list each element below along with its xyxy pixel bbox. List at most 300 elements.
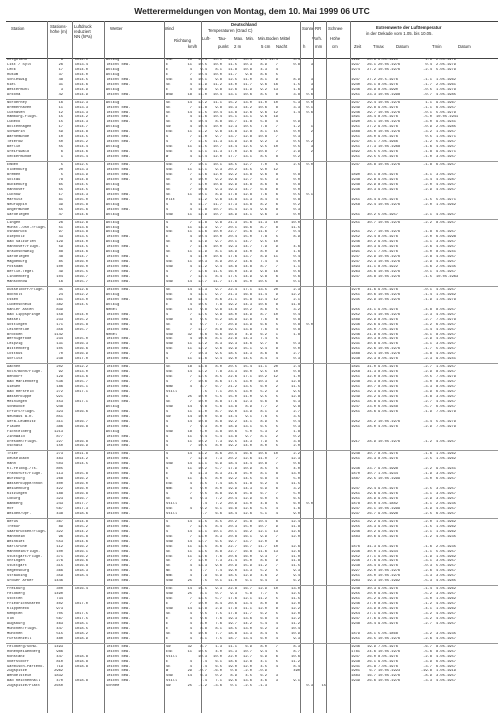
record-year: 1951 [351,292,360,297]
wind-direction: SSE [166,597,173,602]
station-height: 37 [58,72,63,77]
dew-point: 10.4 [213,115,222,120]
pressure: 1017.7 [74,501,88,506]
night-mean: 2 [275,429,278,434]
ground-min: 8.0 [260,250,267,255]
station-name: Leck [7,67,16,72]
sunshine: 11.5 [291,564,300,569]
record-tmax-date: 9.05.1976 [378,287,398,292]
station-height: 322 [56,529,63,534]
record-tmax: 29.6 [367,322,376,327]
record-tmax: 31.3 [367,544,376,549]
record-tmin-date: 2.05.1935 [436,265,456,270]
header-extremes: Extremwerte der Lufttemperatur [376,25,442,30]
sunshine: 0.8 [293,370,300,375]
record-tmax: 29.4 [367,100,376,105]
record-tmax: 23.0 [367,404,376,409]
record-tmax-date: 9.05.1976 [378,240,398,245]
station-height: 734 [56,597,63,602]
dew-point: 6.1 [215,659,222,664]
wind-direction: SE [166,549,171,554]
record-tmax-date: 10.05.1999 [378,477,401,482]
wind-direction: S [166,409,169,414]
ground-min: 8.5 [260,92,267,97]
dew-point: 9.7 [215,135,222,140]
station-height: 2650 [54,684,63,689]
weather: leicht bew. [106,260,131,265]
air-temp: 12.2 [198,100,207,105]
record-tmin: -3.1 [423,492,432,497]
record-tmax-date: 9.05.1976 [378,245,398,250]
precipitation: 3 [310,145,313,150]
ground-min: 10.5 [258,279,267,284]
pressure: 1015.7 [74,279,88,284]
night-mean: 5 [275,72,278,77]
sunshine: 12.5 [291,592,300,597]
air-temp: 13.5 [198,544,207,549]
wind-speed: 4 [189,155,192,160]
wind-direction: SSW [166,317,173,322]
wind-direction: S [166,394,169,399]
record-tmax: 20.0 [367,592,376,597]
station-height: 243 [56,501,63,506]
record-tmax-date: 10.05.1976 [378,120,401,125]
min-temp: 10.2 [243,307,252,312]
wind-direction: ESE [166,554,173,559]
station-name: Kiel [7,82,16,87]
record-year: 1940 [351,82,360,87]
record-year: 1927 [351,569,360,574]
record-tmin-date: 3.05.1957 [436,472,456,477]
max-temp: 21.3 [228,220,237,225]
station-height: 8 [60,58,63,62]
wind-speed: 11 [187,477,192,482]
sunshine: 12.2 [291,616,300,621]
record-year: 1951 [351,636,360,641]
night-mean: 7 [275,554,278,559]
station-name: Ueckermünde [7,155,32,160]
record-year: 1946 [351,602,360,607]
wind-speed: 14 [187,607,192,612]
ground-min: 6.2 [260,332,267,337]
max-temp: 14.0 [228,82,237,87]
night-mean: 10 [273,587,278,592]
dew-point: 10.0 [213,62,222,67]
pressure: 1012.0 [74,58,88,62]
ground-min: 13.5 [258,287,267,292]
sunshine: 10.9 [291,631,300,636]
wind-direction: ESE [166,649,173,654]
dew-point: 8.8 [215,549,222,554]
dew-point: 8.5 [215,375,222,380]
pressure: 1016.7 [74,419,88,424]
pressure: 1017.1 [74,390,88,394]
weather: leicht bew. [106,597,131,602]
weather: leicht bew. [106,534,131,539]
station-name: Wasserkuppe/Rhön [7,482,43,487]
wind-speed: 4 [189,472,192,477]
pressure: 1014.8 [74,519,88,524]
night-mean: 7 [275,534,278,539]
min-temp: -2.0 [243,669,252,674]
record-tmax-date: 10.05.1976 [378,163,401,168]
night-mean: 8 [275,472,278,477]
sunshine: 0.6 [293,462,300,467]
record-tmax: 31.6 [367,287,376,292]
sunshine: 8.9 [293,77,300,82]
night-mean: 6 [275,399,278,404]
wind-speed: 4 [189,574,192,579]
wind-speed: 14 [187,287,192,292]
night-mean: 8 [275,225,278,230]
night-mean: 8 [275,187,278,192]
record-year: 1951 [351,492,360,497]
air-temp: 11.5 [198,110,207,115]
weather: leicht bew. [106,621,131,626]
station-height: 20 [58,168,63,173]
record-tmin: -2.0 [423,202,432,207]
air-temp: 11.6 [198,357,207,362]
station-height: 42 [58,92,63,97]
record-year: 1946 [351,110,360,115]
wind-direction: NNE [166,487,173,492]
record-year: 1955 [351,307,360,312]
weather: leicht bew. [106,150,131,155]
record-tmin: -3.7 [423,664,432,669]
dew-point: 2.9 [215,607,222,612]
record-tmin: -2.6 [423,245,432,250]
record-year: 1892 [351,150,360,155]
wind-direction: S [166,275,169,280]
record-tmax: 26.1 [367,82,376,87]
max-temp: 19.3 [228,245,237,250]
night-mean: 3 [275,409,278,414]
air-temp: 7.4 [200,664,207,669]
station-name: Schwerin [7,130,25,135]
ground-min: 9.0 [260,168,267,173]
record-tmax: 29.0 [367,569,376,574]
air-temp: 11.8 [198,105,207,110]
table-header [6,21,498,59]
ground-min: 10.3 [258,380,267,385]
station-height: 323 [56,497,63,502]
record-tmin-date: 2.05.1961 [436,82,456,87]
ground-min: 7.7 [260,592,267,597]
night-mean: 6 [275,317,278,322]
max-temp: 19.3 [228,187,237,192]
record-tmin: -1.6 [423,452,432,457]
record-year: 1954 [351,611,360,616]
record-tmax: 32.0 [367,375,376,380]
air-temp: 10.5 [198,302,207,307]
wind-speed: 4 [189,636,192,641]
min-temp: 12.4 [243,207,252,212]
station-name: Bocholt [7,292,23,297]
sunshine: 0.0 [293,177,300,182]
dew-point: 9.7 [215,292,222,297]
station-name: Bad Marienberg [7,380,38,385]
station-name: Norderney [7,100,27,105]
dew-point: 7.4 [215,482,222,487]
wind-direction: SE [166,631,171,636]
record-tmin-date: 9.05.1941 [436,357,456,362]
sunshine: 12.0 [291,534,300,539]
record-tmax: 28.8 [367,163,376,168]
dew-point: 7.8 [215,302,222,307]
night-mean: 7 [275,457,278,462]
sunshine: 13.0 [291,587,300,592]
night-mean: 5 [275,307,278,312]
min-temp: 15.9 [243,564,252,569]
air-temp: 7.5 [200,579,207,584]
wind-direction: E [166,67,169,72]
dew-point: 8.6 [215,544,222,549]
record-tmax-date: 8.05.1976 [378,375,398,380]
air-temp: 7.4 [200,679,207,684]
record-tmin: -5.6 [423,649,432,654]
record-tmin: -1.1 [423,549,432,554]
air-temp: 12.6 [198,172,207,177]
night-mean: 6 [275,275,278,280]
station-height: 1490 [54,592,63,597]
sunshine: 9.0 [293,511,300,516]
weather: wolkig [106,202,120,207]
record-tmax: 19.3 [367,579,376,584]
pressure: 1014.0 [74,67,88,72]
pressure: 1016.0 [74,482,88,487]
record-tmin: -1.7 [423,82,432,87]
record-tmin: -1.6 [423,145,432,150]
record-tmax: 20.8 [367,58,376,62]
station-name: Schleswig [7,77,27,82]
station-name: Meiningen [7,399,27,404]
min-temp: 15.0 [243,559,252,564]
station-height: 973 [56,607,63,612]
record-tmin-date: 6.05.1957 [436,390,456,394]
wind-direction: SE [166,287,171,292]
record-tmax: 23.3 [367,92,376,97]
dew-point: 5.6 [215,404,222,409]
air-temp: 12.2 [198,370,207,375]
record-tmax: 16.7 [367,674,376,679]
station-name: Wasserkuppe [7,394,32,399]
air-temp: 9.5 [200,492,207,497]
ground-min: 11.2 [258,597,267,602]
record-tmin: -3.4 [423,177,432,182]
wind-speed: 4 [189,337,192,342]
station-height: 238 [56,357,63,362]
dew-point: 9.2 [215,177,222,182]
max-temp: 16.3 [228,105,237,110]
night-mean: 7 [275,125,278,130]
station-name: Soltau [7,177,21,182]
record-tmin-date: 4.05.1957 [436,187,456,192]
record-tmin-date: 6.05.1957 [436,511,456,516]
record-tmax-date: 8.05.1976 [378,115,398,120]
wind-speed: 14 [187,587,192,592]
weather: leicht bew. [106,611,131,616]
dew-point: 9.3 [215,168,222,173]
weather: leicht bew. [106,444,131,449]
wind-direction: S [166,477,169,482]
ground-min: 9.7 [260,342,267,347]
record-tmin-date: 3.05.1957 [436,172,456,177]
air-temp: -1.2 [198,684,207,689]
min-temp: 15.0 [243,279,252,284]
wind-speed: 7 [189,399,192,404]
precipitation: 3 [310,62,313,67]
wind-direction: SE [166,240,171,245]
ground-min: 9.5 [260,58,267,62]
wind-speed: 4 [189,564,192,569]
sunshine: 0.8 [293,62,300,67]
record-tmax: 26.1 [367,506,376,511]
record-tmin-date: 6.05.1957 [436,230,456,235]
record-year: 1936 [351,322,360,327]
weather: leicht bew. [106,602,131,607]
wind-speed: 14 [187,370,192,375]
wind-speed: 7 [189,220,192,225]
sunshine: 10.4 [291,626,300,631]
record-tmin: -4.1 [423,501,432,506]
min-temp: 13.9 [243,409,252,414]
ground-min: 10.8 [258,462,267,467]
wind-speed: 7 [189,444,192,449]
wind-direction: SSE [166,544,173,549]
record-tmax-date: 9.05.1976 [378,125,398,130]
station-name: Hannover/Flugh. [7,245,41,250]
record-tmin: -1.2 [423,602,432,607]
record-tmax: 30.7 [367,452,376,457]
record-tmax: 27.2 [367,125,376,130]
station-name: Bad Salzuflen [7,240,36,245]
pressure: 1011.8 [74,452,88,457]
record-tmin-date: 4.05.1957 [436,616,456,621]
wind-direction: still [166,511,178,516]
ground-min: 10.7 [258,524,267,529]
wind-speed: 4 [189,659,192,664]
dew-point: 0.7 [215,592,222,597]
record-year: 1951 [351,390,360,394]
record-tmin: -3.1 [423,342,432,347]
wind-speed: 18 [187,429,192,434]
sunshine: 13.0 [291,472,300,477]
max-temp: 18.8 [228,631,237,636]
record-tmin: -3.2 [423,611,432,616]
precipitation: 2 [310,130,313,135]
night-mean: 10 [273,370,278,375]
ground-min: 5.2 [260,569,267,574]
wind-speed: 4 [189,207,192,212]
max-temp: 18.9 [228,424,237,429]
night-mean: 5 [275,163,278,168]
station-name: Stuttgart [7,564,27,569]
record-tmax: 29.9 [367,182,376,187]
record-tmin: -1.5 [423,197,432,202]
header-zeit: Zeit [354,44,362,49]
record-year: 1879 [351,631,360,636]
max-temp: 20.3 [228,524,237,529]
dew-point: 7.6 [215,621,222,626]
sunshine: 0.0 [293,260,300,265]
record-tmax: 26.3 [367,457,376,462]
sunshine: 9.5 [293,390,300,394]
pressure: 1013.6 [74,225,88,230]
night-mean: 12 [273,297,278,302]
record-tmin-date: 6.05.1957 [436,163,456,168]
night-mean: 7 [275,644,278,649]
sunshine: 1.8 [293,429,300,434]
dew-point: 8.9 [215,260,222,265]
max-temp: 20.2 [228,519,237,524]
max-temp: 14.8 [228,197,237,202]
ground-min: 8.4 [260,631,267,636]
station-name: Braunschweig [7,250,34,255]
station-height: 503 [56,462,63,467]
wind-speed: 4 [189,240,192,245]
air-temp: 11.9 [198,82,207,87]
wind-direction: S [166,245,169,250]
station-name: München/Flugh. [7,626,38,631]
air-temp: 10.3 [198,654,207,659]
night-mean: 3 [275,674,278,679]
min-temp: 15.8 [243,519,252,524]
record-tmax: 24.6 [367,649,376,654]
record-tmax-date: 9.05.1976 [378,659,398,664]
record-tmin-date: 1.05.1971 [436,135,456,140]
record-tmax-date: 8.05.1976 [378,607,398,612]
record-year: 1936 [351,187,360,192]
record-tmin: -2.0 [423,519,432,524]
dew-point: 8.8 [215,419,222,424]
max-temp: 18.9 [228,250,237,255]
weather: wolkig [106,87,120,92]
wind-direction: NNW [166,385,173,390]
air-temp: 13.3 [198,225,207,230]
air-temp: 13.5 [198,597,207,602]
station-name: Plauen [7,424,21,429]
station-name: Gießen [7,385,21,390]
min-temp: 11.8 [243,120,252,125]
station-name: Emden [7,163,19,168]
ground-min: 9.5 [260,370,267,375]
wind-direction: SW [166,684,171,689]
ground-min: 10.6 [258,452,267,457]
ground-min: 8.6 [260,352,267,357]
max-temp: 13.9 [228,140,237,145]
max-temp: 21.3 [228,292,237,297]
record-tmax-date: 10.05.1976 [378,312,401,317]
pressure: 1016.8 [74,439,88,444]
weather: wolkig [106,230,120,235]
weather: leicht bew. [106,82,131,87]
air-temp: 8.8 [200,626,207,631]
table-row [6,213,498,218]
pressure: 1016.9 [74,352,88,357]
night-mean: 5 [275,444,278,449]
record-tmax-date: 10.05.1976 [378,130,401,135]
station-height: 311 [56,419,63,424]
weather: leicht bew. [106,457,131,462]
wind-direction: SSE [166,77,173,82]
pressure: 1014.4 [74,145,88,150]
record-tmin: 0.4 [425,62,432,67]
station-name: Dresden/Flugh. [7,439,38,444]
min-temp: 15.0 [243,472,252,477]
record-tmax: 29.4 [367,487,376,492]
record-tmin: -3.2 [423,631,432,636]
min-temp: 11.0 [243,77,252,82]
